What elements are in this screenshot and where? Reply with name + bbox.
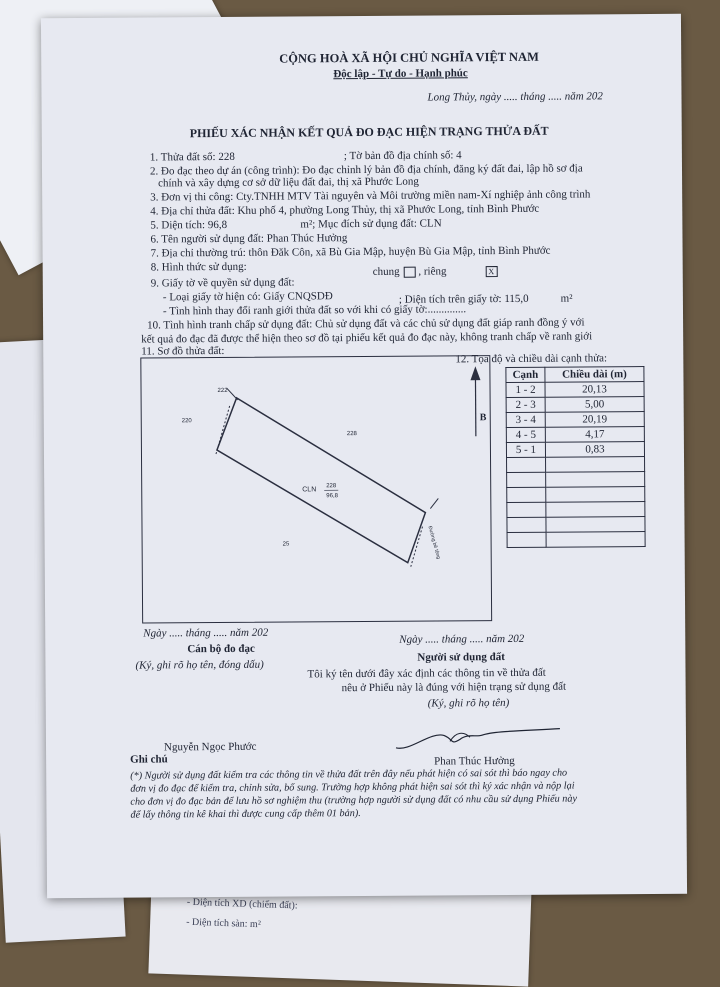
length-cell: 20,13 xyxy=(545,382,644,398)
owner-name: Phan Thúc Hưởng xyxy=(434,755,515,768)
boundary-line xyxy=(410,527,422,567)
boundary-line xyxy=(430,498,438,508)
underlying-text: - Diện tích XD (chiếm đất): xyxy=(187,897,298,912)
length-cell xyxy=(546,517,645,533)
sketch-heading: 11. Sơ đồ thửa đất: xyxy=(141,345,224,358)
surveyor-hint: (Ký, ghi rõ họ tên, đóng dấu) xyxy=(135,659,263,672)
field-paper-area: ; Diện tích trên giấy tờ: 115,0 m² xyxy=(399,293,573,306)
table-row xyxy=(507,487,645,503)
field-owner: 6. Tên người sử dụng đất: Phan Thúc Hưởng xyxy=(150,232,347,245)
parcel-area-label: 96,8 xyxy=(326,493,338,499)
surveyor-role: Cán bộ đo đạc xyxy=(187,643,255,655)
survey-form xyxy=(41,14,687,898)
length-cell: 0,83 xyxy=(545,442,644,458)
edge-length-table xyxy=(505,366,645,548)
parcel-sketch-drawing xyxy=(141,356,491,622)
table-row xyxy=(506,442,644,458)
field-map-sheet: ; Tờ bản đồ địa chính số: 4 xyxy=(344,149,462,162)
field-area: 5. Diện tích: 96,8 xyxy=(150,219,227,232)
table-row xyxy=(506,412,644,428)
edge-cell: 5 - 1 xyxy=(506,442,545,457)
owner-hint: (Ký, ghi rõ họ tên) xyxy=(428,697,510,710)
field-project: 2. Đo đạc theo dự án (công trình): Đo đạc chỉnh lý bản đồ địa chính, đăng ký đất đai, lập hồ sơ địa xyxy=(150,162,583,177)
note-title: Ghi chú xyxy=(130,753,168,765)
length-cell: 20,19 xyxy=(545,412,644,428)
coords-heading: 12. Tọa độ và chiều dài cạnh thửa: xyxy=(455,352,607,365)
edge-cell: 1 - 2 xyxy=(506,382,545,397)
field-boundary-change: - Tình hình thay đổi ranh giới thửa đất so với khi có giấy tờ:.............. xyxy=(163,303,466,317)
north-label: B xyxy=(480,412,487,423)
field-address: 4. Địa chỉ thửa đất: Khu phố 4, phường Long Thủy, thị xã Phước Long, tỉnh Bình Phước xyxy=(150,203,539,218)
table-row xyxy=(507,472,645,488)
table-row xyxy=(507,517,645,533)
motto: Độc lập - Tự do - Hạnh phúc xyxy=(333,67,468,80)
parcel-sketch xyxy=(140,355,492,623)
boundary-line xyxy=(227,388,238,400)
field-parcel-number: 1. Thửa đất số: 228 xyxy=(150,151,235,164)
edge-cell xyxy=(507,532,546,547)
edge-cell xyxy=(507,457,546,472)
owner-signature xyxy=(390,721,570,756)
field-residence: 7. Địa chỉ thường trú: thôn Đăk Côn, xã Bù Gia Mập, huyện Bù Gia Mập, tỉnh Bình Phước xyxy=(151,245,551,260)
owner-date: Ngày ..... tháng ..... năm 202 xyxy=(399,633,524,646)
parcel-land-use: CLN xyxy=(302,486,316,493)
use-form-options: chung , riêng X xyxy=(373,265,498,278)
document-title: PHIẾU XÁC NHẬN KẾT QUẢ ĐO ĐẠC HIỆN TRẠNG THỬA ĐẤT xyxy=(190,125,549,140)
length-cell xyxy=(546,532,645,548)
edge-cell xyxy=(507,502,546,517)
field-contractor: 3. Đơn vị thi công: Cty.TNHH MTV Tài nguyên và Môi trường miền nam-Xí nghiệp ảnh công trình xyxy=(150,188,590,203)
column-header-edge: Cạnh xyxy=(506,367,545,382)
surveyor-date: Ngày ..... tháng ..... năm 202 xyxy=(143,627,268,640)
field-paper-type: - Loại giấy tờ hiện có: Giấy CNQSDĐ xyxy=(163,290,333,303)
field-dispute: 10. Tình hình tranh chấp sử dụng đất: Chủ sử dụng đất và các chủ sử dụng đất giáp ranh đồng ý với xyxy=(147,316,585,331)
checkbox-shared xyxy=(404,267,416,278)
place-date: Long Thủy, ngày ..... tháng ..... năm 202 xyxy=(427,90,602,103)
parcel-outline xyxy=(217,397,426,564)
field-project-cont: chính và xây dựng cơ sở dữ liệu đất đai, thị xã Phước Long xyxy=(158,176,419,190)
parcel-number-label: 228 xyxy=(326,483,337,489)
field-papers: 9. Giấy tờ về quyền sử dụng đất: xyxy=(151,276,295,289)
neighbor-parcel-label: 220 xyxy=(182,418,193,424)
field-use-form: 8. Hình thức sử dụng: xyxy=(151,261,247,274)
length-cell xyxy=(546,487,645,503)
table-row xyxy=(507,532,645,548)
field-land-use: m²; Mục đích sử dụng đất: CLN xyxy=(300,217,441,230)
note-text: (*) Người sử dụng đất kiểm tra các thông tin về thửa đất trên đây nếu phát hiện có sai sót thì báo ngay cho đơn vị đo đạc để kiểm tra, chỉnh sửa, bổ sung. Trường hợp không phát hiện sai sót thì ký xác nhận và nộp lại cho đơn vị đo đạc bản để lưu hồ sơ nghiệm thu (trường hợp người sử dụng đất có nhu cầu sử dụng Phiếu này để lấy thông tin kê khai thì được cung cấp thêm 01 bản). xyxy=(130,766,580,821)
table-row xyxy=(506,397,644,413)
underlying-text: - Diện tích sàn: m² xyxy=(186,917,261,931)
length-cell: 4,17 xyxy=(545,427,644,443)
table-row xyxy=(506,382,644,398)
owner-statement-cont: nêu ở Phiếu này là đúng với hiện trạng sử dụng đất xyxy=(342,681,567,695)
owner-statement: Tôi ký tên dưới đây xác định các thông tin về thửa đất xyxy=(307,667,545,681)
north-arrow-head xyxy=(470,366,480,380)
edge-cell: 4 - 5 xyxy=(506,427,545,442)
field-dispute-cont: kết quả đo đạc đã được thể hiện theo sơ đồ tại phiếu kết quả đo đạc này, không tranh chấp về ranh giới xyxy=(141,330,592,345)
surveyor-name: Nguyễn Ngọc Phước xyxy=(164,741,257,754)
length-cell xyxy=(546,502,645,518)
edge-cell xyxy=(507,517,546,532)
neighbor-parcel-label: 222 xyxy=(218,388,229,394)
neighbor-parcel-label: 228 xyxy=(347,431,358,437)
edge-cell xyxy=(507,487,546,502)
table-row xyxy=(507,457,645,473)
length-cell: 5,00 xyxy=(545,397,644,413)
road-label: Đường bê tông xyxy=(427,525,442,559)
checkbox-private: X xyxy=(485,266,497,277)
table-row xyxy=(507,502,645,518)
column-header-length: Chiều dài (m) xyxy=(545,367,644,383)
length-cell xyxy=(546,472,645,488)
nation-title: CỘNG HOÀ XÃ HỘI CHỦ NGHĨA VIỆT NAM xyxy=(279,51,539,65)
length-cell xyxy=(546,457,645,473)
owner-role: Người sử dụng đất xyxy=(417,651,505,664)
table-row xyxy=(506,427,644,443)
neighbor-parcel-label: 25 xyxy=(283,542,290,548)
edge-cell: 3 - 4 xyxy=(506,412,545,427)
edge-cell: 2 - 3 xyxy=(506,397,545,412)
edge-cell xyxy=(507,472,546,487)
